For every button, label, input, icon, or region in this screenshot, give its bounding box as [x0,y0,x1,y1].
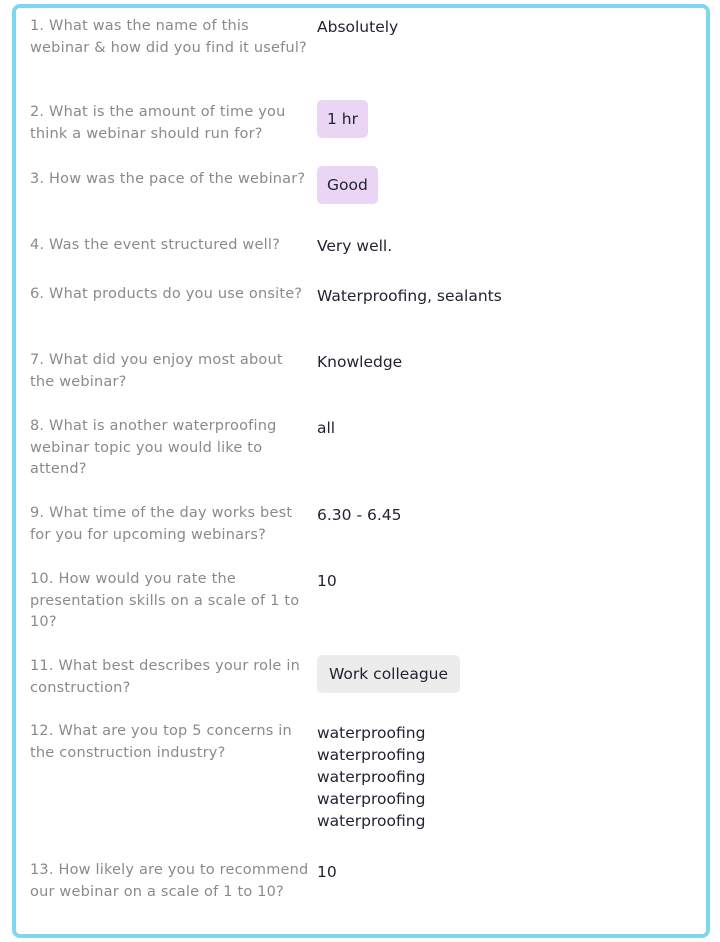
question-label: 3. How was the pace of the webinar? [30,171,306,187]
answer-list-item: waterproofing [317,812,426,830]
answer-list-item: waterproofing [317,790,426,808]
question-label: 1. What was the name of this webinar & how did you find it useful? [30,18,307,56]
answer-value: all [317,419,336,437]
survey-response-panel [12,4,710,938]
question-label: 11. What best describes your role in construction? [30,658,300,696]
answer-choice-badge: Good [317,166,378,204]
answer-value: 10 [317,863,337,881]
question-label: 8. What is another waterproofing webinar topic you would like to attend? [30,418,277,477]
question-label: 13. How likely are you to recommend our webinar on a scale of 1 to 10? [30,862,309,900]
answer-list [317,722,425,832]
answer-value: 10 [317,572,337,590]
question-label: 7. What did you enjoy most about the webinar? [30,352,283,390]
answer-value: 6.30 - 6.45 [317,506,402,524]
question-label: 6. What products do you use onsite? [30,286,303,302]
answer-value: Knowledge [317,353,403,371]
answer-choice-badge: Work colleague [317,655,460,693]
answer-value: Waterproofing, sealants [317,287,502,305]
answer-value: Absolutely [317,18,399,36]
answer-choice-badge: 1 hr [317,100,368,138]
answer-list-item: waterproofing [317,746,426,764]
question-label: 4. Was the event structured well? [30,237,280,253]
question-label: 9. What time of the day works best for you for upcoming webinars? [30,505,293,543]
question-label: 12. What are you top 5 concerns in the construction industry? [30,723,292,761]
question-label: 10. How would you rate the presentation skills on a scale of 1 to 10? [30,571,300,630]
answer-list-item: waterproofing [317,768,426,786]
question-label: 2. What is the amount of time you think a webinar should run for? [30,104,286,142]
answer-list-item: waterproofing [317,724,426,742]
answer-value: Very well. [317,237,393,255]
